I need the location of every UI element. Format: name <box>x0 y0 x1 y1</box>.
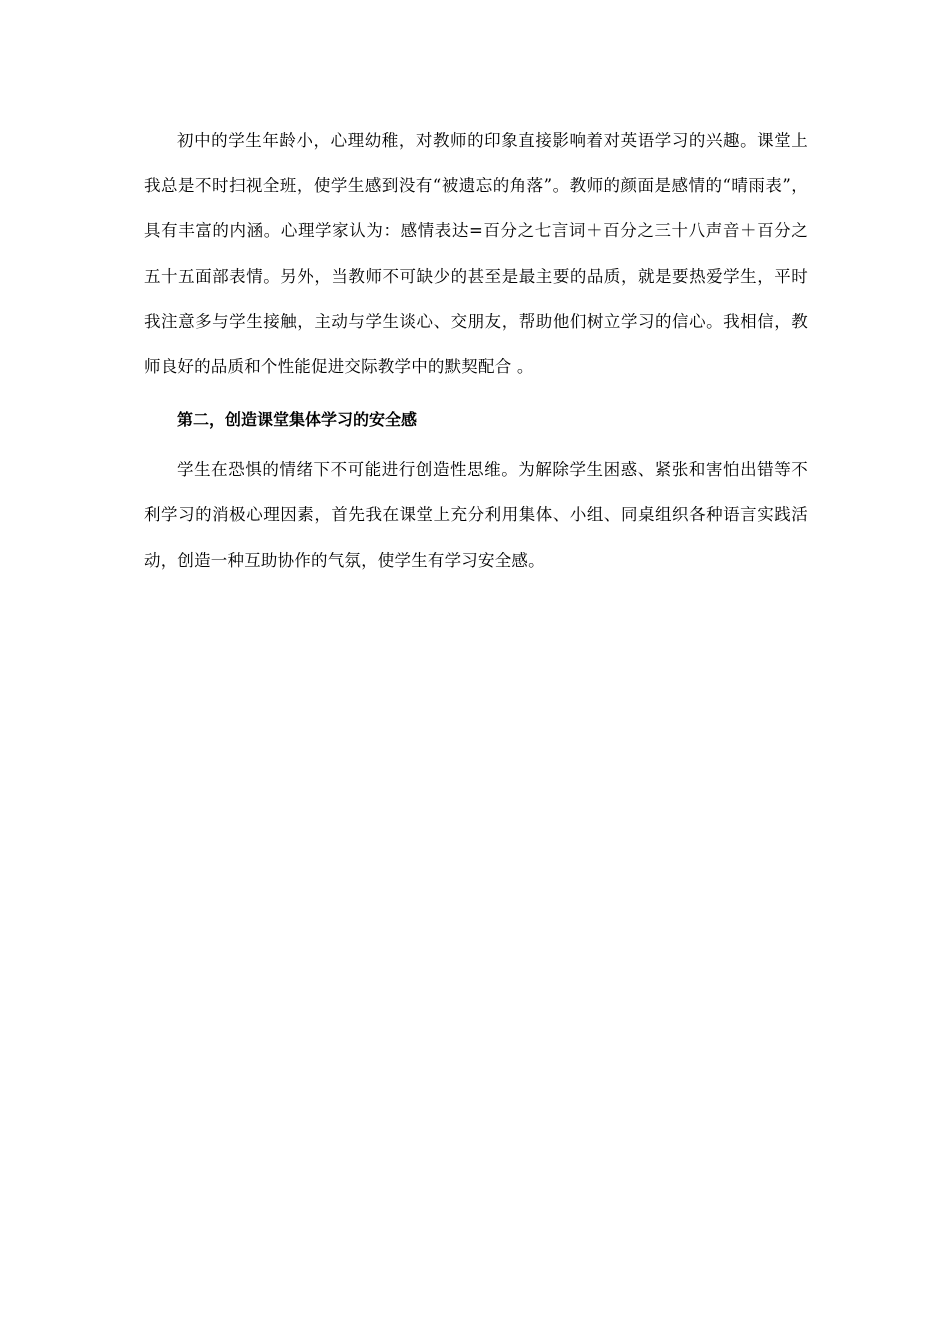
paragraph-teacher-impression: 初中的学生年龄小，心理幼稚，对教师的印象直接影响着对英语学习的兴趣。课堂上我总是不时扫视全班，使学生感到没有“被遗忘的角落”。教师的颜面是感情的“晴雨表”，具有丰富的内涵。心理学家认为：感情表达=百分之七言词＋百分之三十八声音＋百分之五十五面部表情。另外，当教师不可缺少的甚至是最主要的品质，就是要热爱学生，平时我注意多与学生接触，主动与学生谈心、交朋友，帮助他们树立学习的信心。我相信，教师良好的品质和个性能促进交际教学中的默契配合 。 <box>144 131 808 377</box>
document-body <box>144 118 808 583</box>
section-heading-security: 第二，创造课堂集体学习的安全感 <box>177 410 418 430</box>
paragraph-learning-security: 学生在恐惧的情绪下不可能进行创造性思维。为解除学生困惑、紧张和害怕出错等不利学习的消极心理因素，首先我在课堂上充分利用集体、小组、同桌组织各种语言实践活动，创造一种互助协作的气氛，使学生有学习安全感。 <box>144 460 808 570</box>
